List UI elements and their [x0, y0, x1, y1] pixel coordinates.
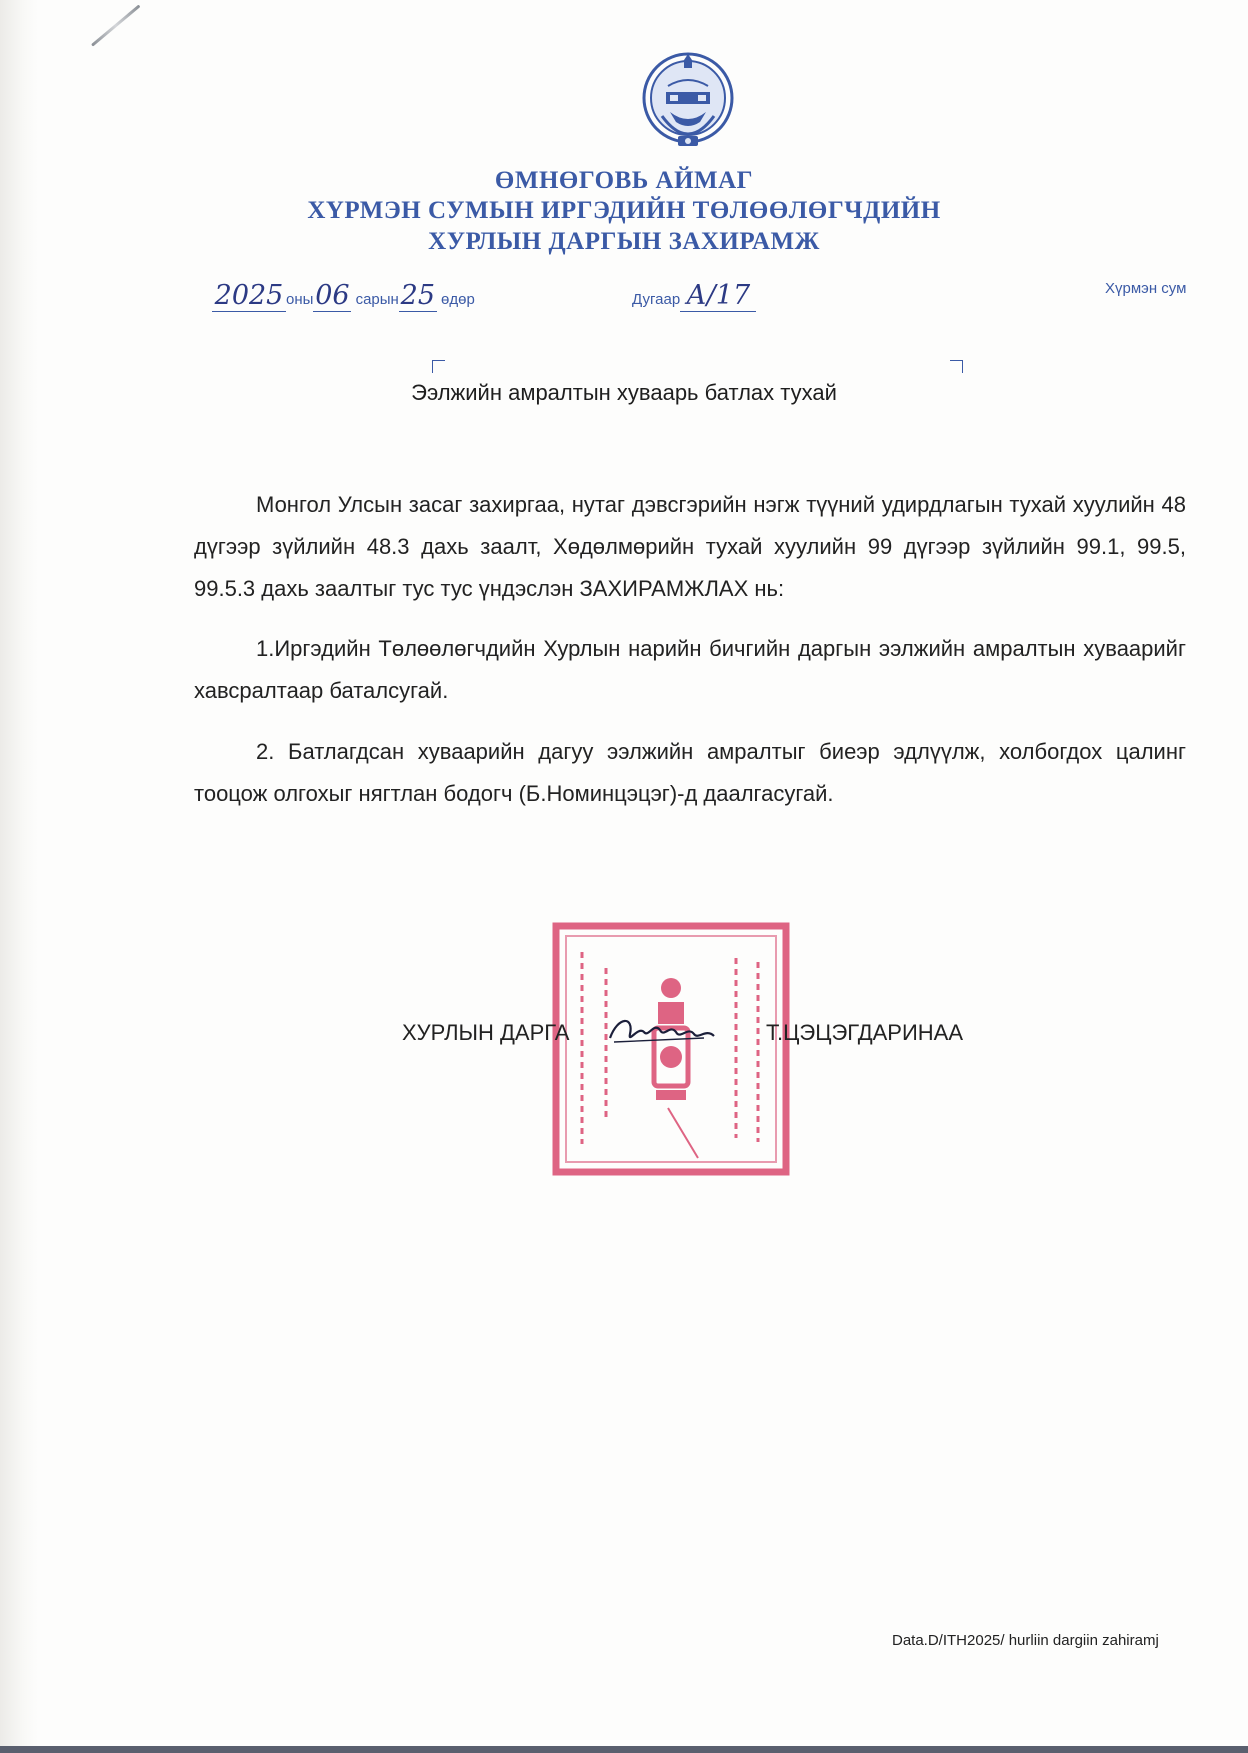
- scan-page-edge: [0, 0, 38, 1753]
- number-value: А/17: [680, 280, 756, 312]
- state-emblem-icon: [640, 52, 736, 156]
- handwritten-signature: [604, 1008, 724, 1056]
- header-aimag: ӨМНӨГОВЬ АЙМАГ: [494, 167, 754, 194]
- date-year: 2025: [212, 280, 286, 312]
- date-field: [212, 280, 512, 312]
- file-reference: Data.D/ITH2025/ hurliin dargiin zahiramj: [892, 1632, 1159, 1649]
- signatory-name: Т.ЦЭЦЭГДАРИНАА: [766, 1020, 964, 1045]
- header-document-type: ХУРЛЫН ДАРГЫН ЗАХИРАМЖ: [428, 228, 820, 255]
- date-day-suffix: өдөр: [441, 291, 475, 308]
- date-month-suffix: сарын: [355, 291, 399, 308]
- header-organization: ХҮРМЭН СУМЫН ИРГЭДИЙН ТӨЛӨӨЛӨГЧДИЙН: [307, 197, 941, 224]
- body-paragraph-order-1: 1.Иргэдийн Төлөөлөгчдийн Хурлын нарийн бичгийн даргын ээлжийн амралтын хуваарийг хавсралтаар баталсугай.: [194, 636, 1186, 703]
- date-year-suffix: оны: [286, 291, 314, 308]
- body-paragraph-basis: Монгол Улсын засаг захиргаа, нутаг дэвсгэрийн нэгж түүний удирдлагын тухай хуулийн 48 дүгээр зүйлийн 48.3 дахь заалт, Хөдөлмөрийн тухай хуулийн 99 дүгээр зүйлийн 99.1, 99.5, 99.5.3 дахь заалтыг тус тус үндэслэн ЗАХИРАМЖЛАХ нь:: [194, 492, 1186, 601]
- number-field: [632, 280, 832, 312]
- date-day: 25: [400, 280, 436, 311]
- number-label: Дугаар: [632, 291, 681, 308]
- body-paragraph-order-2: 2. Батлагдсан хуваарийн дагуу ээлжийн амралтыг биеэр эдлүүлж, холбогдох цалинг тооцож олгохыг нягтлан бодогч (Б.Номинцэцэг)-д даалгасугай.: [194, 739, 1186, 806]
- signatory-title: ХУРЛЫН ДАРГА: [402, 1020, 570, 1045]
- place-label: Хүрмэн сум: [1105, 280, 1187, 297]
- staple-mark: [91, 4, 140, 46]
- document-subject: Ээлжийн амралтын хуваарь батлах тухай: [411, 380, 837, 405]
- scan-bottom-band: [0, 1746, 1248, 1753]
- subject-bracket-right: [950, 360, 963, 373]
- subject-bracket-left: [432, 360, 445, 373]
- date-month: 06: [315, 280, 350, 311]
